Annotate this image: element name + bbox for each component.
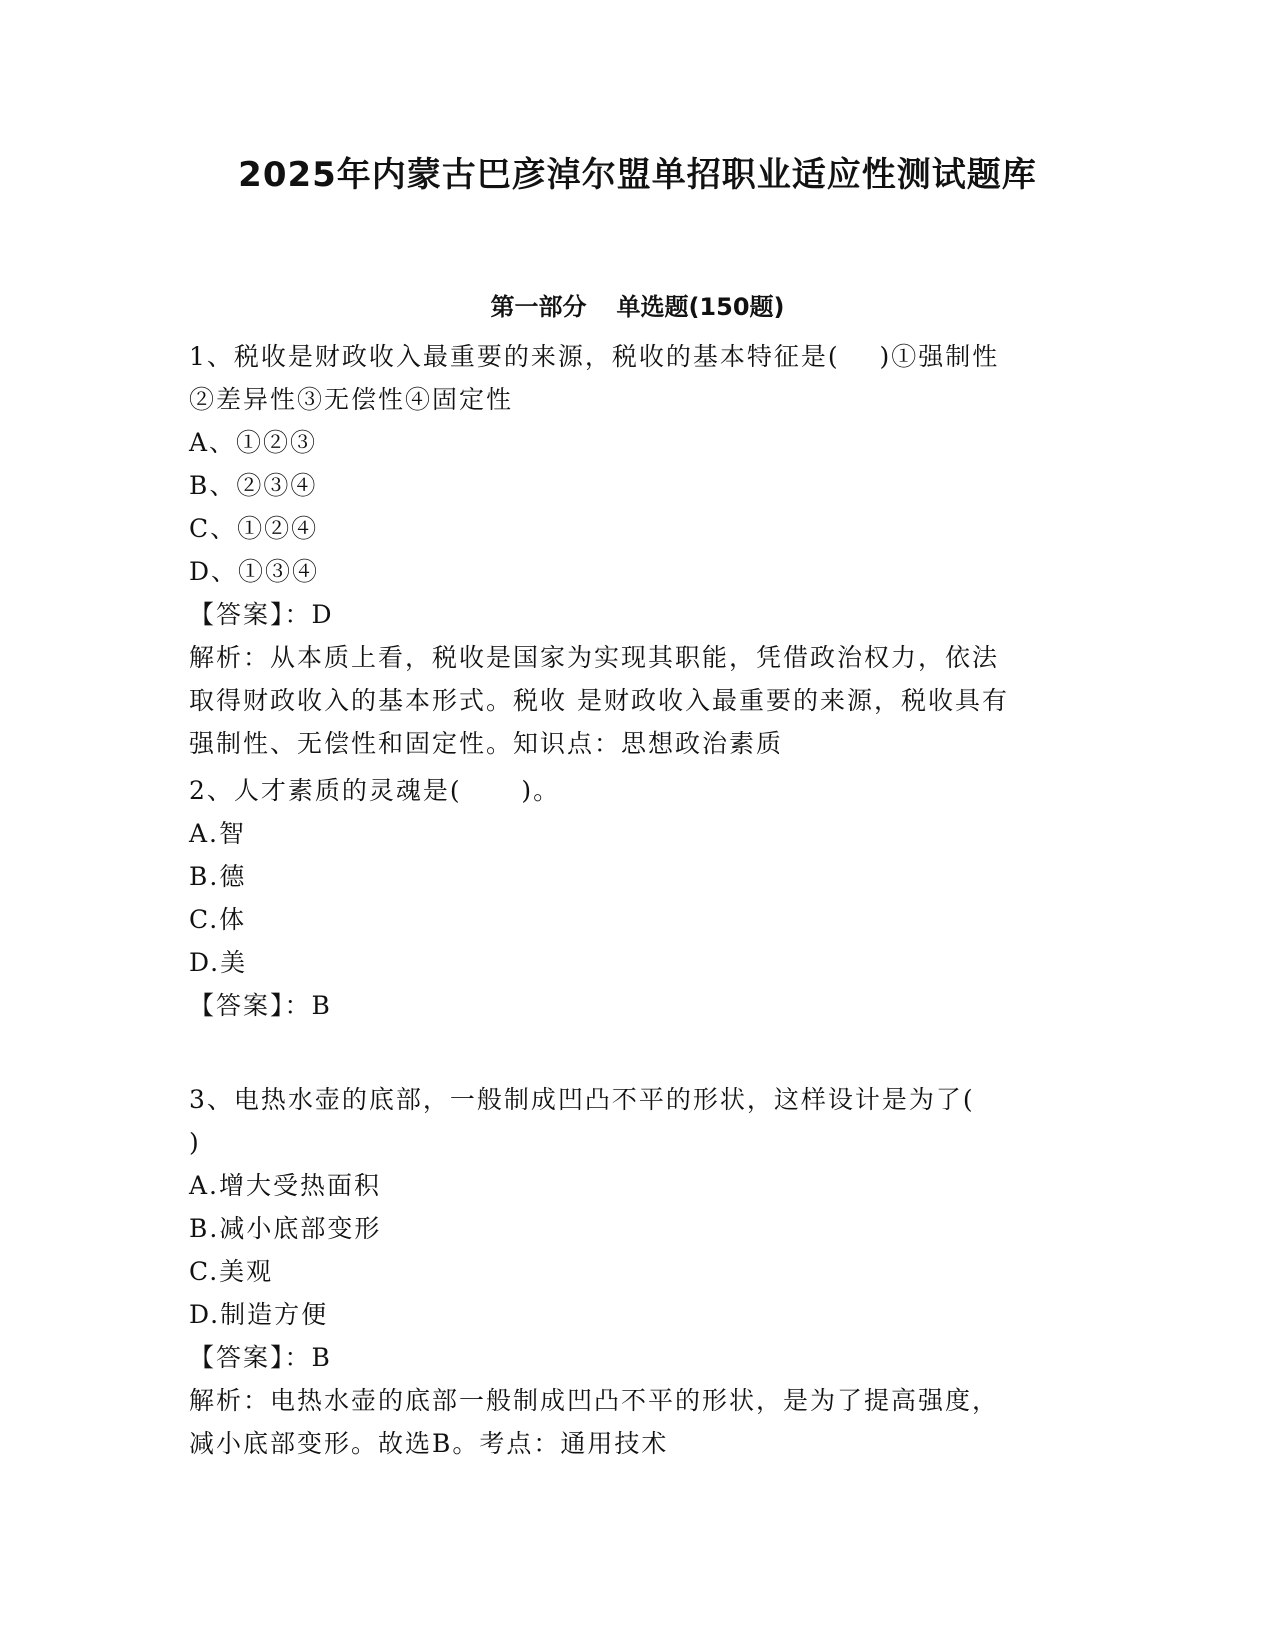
option-a: A.智 xyxy=(189,819,247,848)
answer-label: 【答案】： xyxy=(189,600,312,629)
answer-value: B xyxy=(311,1343,332,1372)
answer-line xyxy=(189,1336,1089,1379)
option-a: A、①②③ xyxy=(189,428,318,457)
answer-value: D xyxy=(311,600,334,629)
option-a: A.增大受热面积 xyxy=(189,1171,382,1200)
option-c: C.美观 xyxy=(189,1257,274,1286)
analysis-text: 取得财政收入的基本形式。税收 是财政收入最重要的来源，税收具有 xyxy=(189,686,1009,715)
option-d: D、①③④ xyxy=(189,557,320,586)
analysis-text: 减小底部变形。故选B。考点：通用技术 xyxy=(189,1429,669,1458)
question-stem: 2、人才素质的灵魂是( )。 xyxy=(189,776,561,805)
answer-label: 【答案】： xyxy=(189,991,312,1020)
section-part: 第一部分 xyxy=(490,293,587,321)
question-1 xyxy=(189,335,1089,765)
answer-line xyxy=(189,593,1089,636)
analysis-text: 强制性、无偿性和固定性。知识点：思想政治素质 xyxy=(189,729,784,758)
question-stem: 1、税收是财政收入最重要的来源，税收的基本特征是( )①强制性 xyxy=(189,342,1000,371)
question-3 xyxy=(189,1078,1089,1465)
answer-value: B xyxy=(311,991,332,1020)
answer-line xyxy=(189,984,1089,1027)
option-c: C.体 xyxy=(189,905,247,934)
option-c: C、①②④ xyxy=(189,514,319,543)
option-d: D.制造方便 xyxy=(189,1300,329,1329)
question-stem: ) xyxy=(189,1128,201,1157)
question-stem: ②差异性③无偿性④固定性 xyxy=(189,385,514,414)
analysis-text: 解析：从本质上看，税收是国家为实现其职能，凭借政治权力，依法 xyxy=(189,643,1000,672)
analysis-text: 解析：电热水壶的底部一般制成凹凸不平的形状，是为了提高强度， xyxy=(189,1386,1000,1415)
section-heading xyxy=(0,290,1275,324)
question-stem: 3、电热水壶的底部，一般制成凹凸不平的形状，这样设计是为了( xyxy=(189,1085,975,1114)
option-b: B.德 xyxy=(189,862,247,891)
answer-label: 【答案】： xyxy=(189,1343,312,1372)
question-2 xyxy=(189,769,1089,1027)
option-b: B.减小底部变形 xyxy=(189,1214,382,1243)
option-d: D.美 xyxy=(189,948,248,977)
document-title: 2025年内蒙古巴彦淖尔盟单招职业适应性测试题库 xyxy=(238,155,1037,195)
option-b: B、②③④ xyxy=(189,471,318,500)
section-name: 单选题(150题) xyxy=(616,293,785,321)
